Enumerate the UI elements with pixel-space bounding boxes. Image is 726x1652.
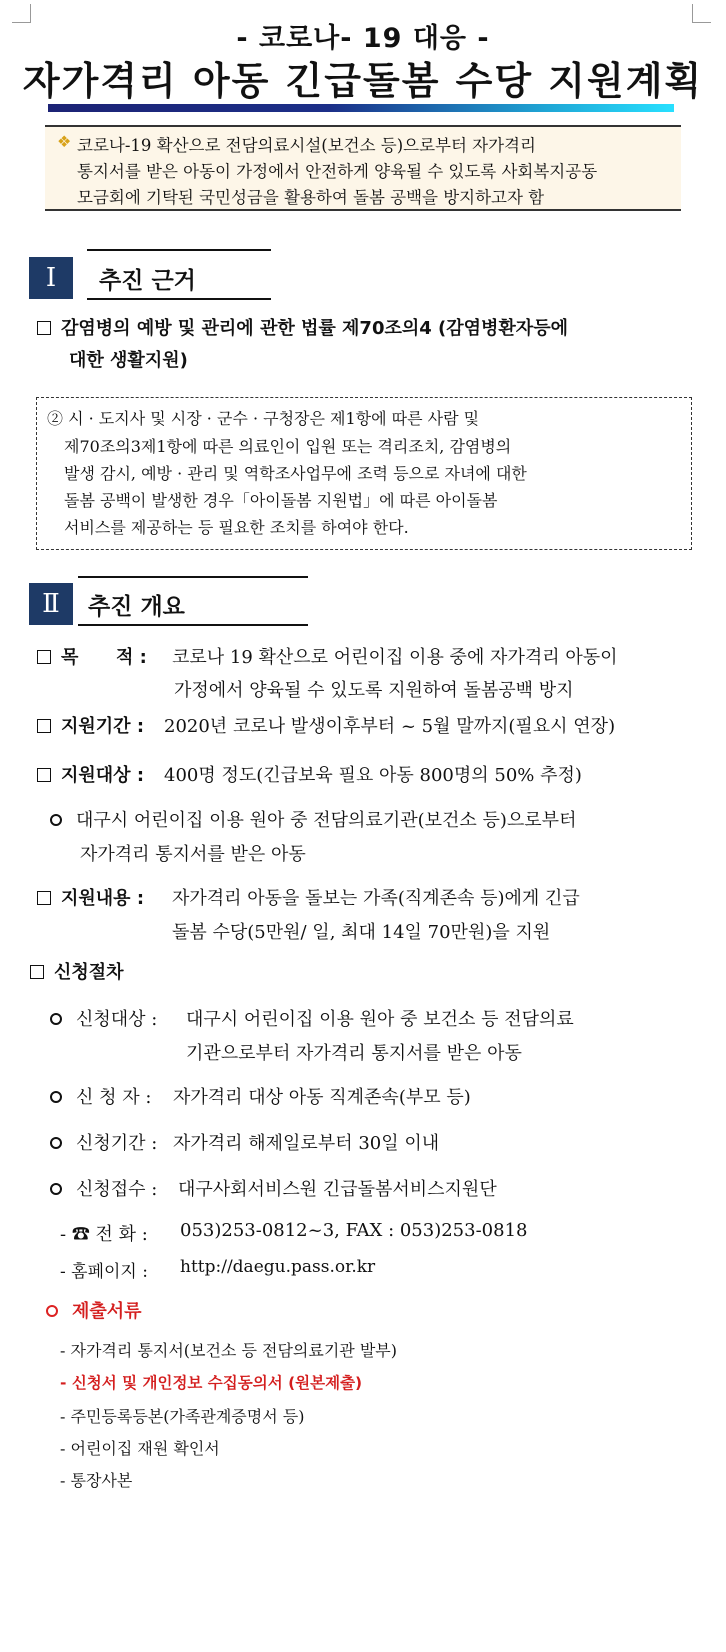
law-reference: 감염병의 예방 및 관리에 관한 법률 제70조의4 (감염병환자등에	[37, 314, 568, 340]
checkbox-square-icon	[30, 965, 44, 979]
application-title: 신청절차	[30, 958, 124, 984]
application-item-text: 대구사회서비스원 긴급돌봄서비스지원단	[178, 1179, 497, 1200]
application-item-text: 기관으로부터 자가격리 통지서를 받은 아동	[186, 1043, 522, 1064]
purpose-text: 코로나 19 확산으로 어린이집 이용 중에 자가격리 아동이	[172, 647, 618, 668]
section-title: 추진 근거	[99, 268, 196, 294]
phone-line: - ☎ 전 화 :	[60, 1224, 148, 1245]
application-item-text: 자가격리 해제일로부터 30일 이내	[173, 1133, 440, 1154]
intro-box	[45, 125, 681, 211]
law-reference-cont: 대한 생활지원)	[69, 350, 188, 371]
doc-item: - 어린이집 재원 확인서	[60, 1439, 220, 1458]
document-subtitle: - 코로나- 19 대응 -	[236, 23, 490, 54]
document-title: 자가격리 아동 긴급돌봄 수당 지원계획	[22, 59, 704, 103]
section-number-badge: Ⅰ	[29, 257, 73, 299]
checkbox-square-icon	[37, 650, 51, 664]
circle-bullet-icon	[50, 1013, 62, 1025]
doc-item-highlight: - 신청서 및 개인정보 수집동의서 (원본제출)	[60, 1374, 363, 1392]
section-title: 추진 개요	[88, 594, 185, 620]
circle-bullet-icon	[46, 1305, 58, 1317]
section-rule	[78, 624, 308, 626]
period-label: 지원기간 :	[37, 712, 144, 738]
section-rule	[87, 298, 271, 300]
purpose-text: 가정에서 양육될 수 있도록 지원하여 돌봄공백 방지	[174, 680, 574, 701]
application-item-text: 대구시 어린이집 이용 원아 중 보건소 등 전담의료	[186, 1009, 574, 1030]
doc-item: - 통장사본	[60, 1471, 133, 1490]
content-text: 돌봄 수당(5만원/ 일, 최대 14일 70만원)을 지원	[172, 922, 551, 943]
target-label: 지원대상 :	[37, 761, 144, 787]
diamond-icon: ❖	[57, 132, 72, 151]
law-excerpt-line: 발생 감시, 예방 · 관리 및 역학조사업무에 조력 등으로 자녀에 대한	[64, 464, 527, 483]
target-sub: 자가격리 통지서를 받은 아동	[80, 844, 306, 865]
homepage-link[interactable]: http://daegu.pass.or.kr	[180, 1257, 376, 1277]
title-underline-bar	[48, 104, 674, 112]
application-item-text: 자가격리 대상 아동 직계존속(부모 등)	[173, 1087, 471, 1108]
period-text: 2020년 코로나 발생이후부터 ~ 5월 말까지(필요시 연장)	[164, 716, 616, 737]
law-excerpt-line: 서비스를 제공하는 등 필요한 조치를 하여야 한다.	[64, 518, 409, 537]
content-label: 지원내용 :	[37, 884, 144, 910]
application-item: 신청기간 :	[50, 1129, 157, 1155]
application-item: 신청대상 :	[50, 1005, 157, 1031]
intro-line: 코로나-19 확산으로 전담의료시설(보건소 등)으로부터 자가격리	[77, 136, 536, 155]
circle-bullet-icon	[50, 1137, 62, 1149]
purpose-label: 목 적 :	[37, 643, 147, 669]
section-rule	[78, 576, 308, 578]
section-number-badge: Ⅱ	[29, 583, 73, 625]
doc-item: - 자가격리 통지서(보건소 등 전담의료기관 발부)	[60, 1341, 397, 1360]
phone-icon: ☎	[71, 1224, 90, 1245]
phone-text: 053)253-0812~3, FAX : 053)253-0818	[180, 1220, 528, 1241]
homepage-label: - 홈페이지 :	[60, 1262, 148, 1282]
docs-title: 제출서류	[46, 1297, 142, 1323]
circle-bullet-icon	[50, 1183, 62, 1195]
checkbox-square-icon	[37, 768, 51, 782]
circle-bullet-icon	[50, 814, 62, 826]
checkbox-square-icon	[37, 891, 51, 905]
checkbox-square-icon	[37, 321, 51, 335]
application-item: 신 청 자 :	[50, 1083, 151, 1109]
circle-bullet-icon	[50, 1091, 62, 1103]
law-excerpt-line: 돌봄 공백이 발생한 경우「아이돌봄 지원법」에 따른 아이돌봄	[64, 491, 498, 510]
checkbox-square-icon	[37, 719, 51, 733]
target-sub: 대구시 어린이집 이용 원아 중 전담의료기관(보건소 등)으로부터	[50, 806, 576, 832]
law-excerpt-line: 제70조의3제1항에 따른 의료인이 입원 또는 격리조치, 감염병의	[64, 437, 512, 456]
intro-line: 통지서를 받은 아동이 가정에서 안전하게 양육될 수 있도록 사회복지공동	[77, 162, 598, 181]
intro-line: 모금회에 기탁된 국민성금을 활용하여 돌봄 공백을 방지하고자 함	[77, 188, 545, 207]
doc-item: - 주민등록등본(가족관계증명서 등)	[60, 1407, 305, 1426]
section-rule	[87, 249, 271, 251]
content-text: 자가격리 아동을 돌보는 가족(직계존속 등)에게 긴급	[172, 888, 580, 909]
law-excerpt-line: ② 시 · 도지사 및 시장 · 군수 · 구청장은 제1항에 따른 사람 및	[47, 409, 480, 428]
target-text: 400명 정도(긴급보육 필요 아동 800명의 50% 추정)	[164, 765, 582, 786]
application-item: 신청접수 :	[50, 1175, 157, 1201]
